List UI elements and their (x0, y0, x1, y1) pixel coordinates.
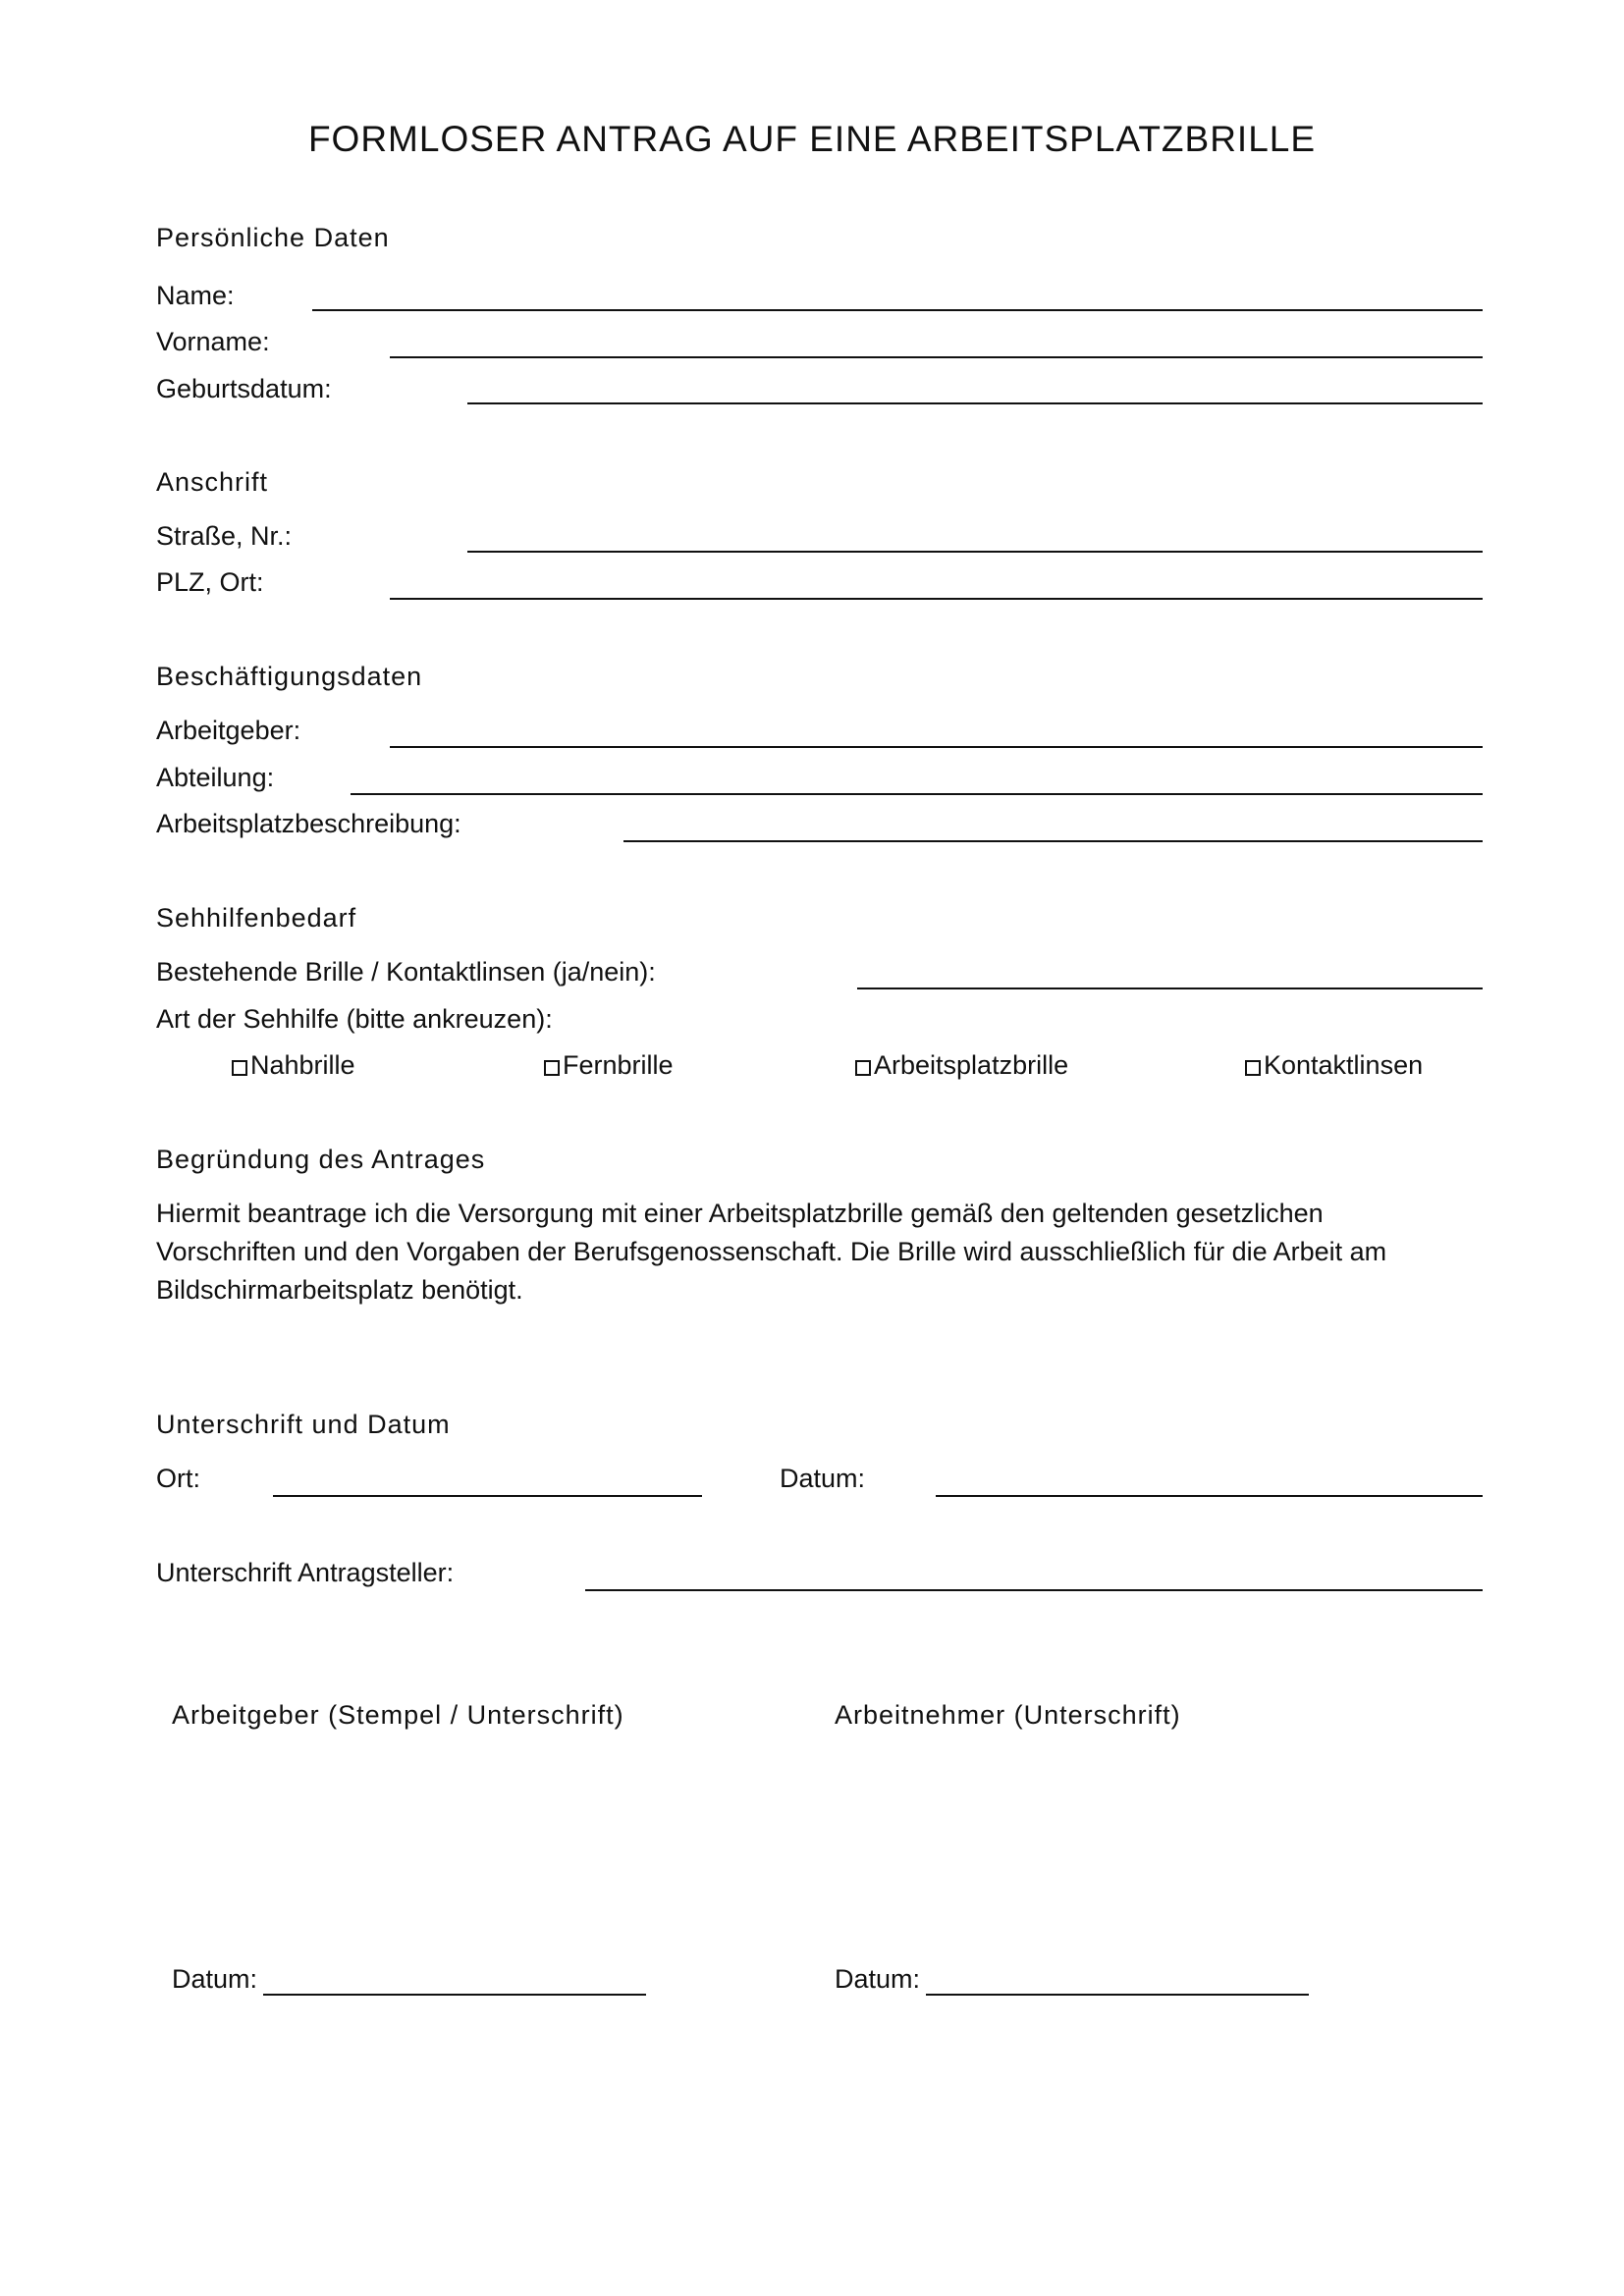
reason-line: Hiermit beantrage ich die Versorgung mit einer Arbeitsplatzbrille gemäß den geltenden gesetzlichen (156, 1199, 1324, 1228)
section-heading-employment: Beschäftigungsdaten (156, 662, 423, 691)
vorname-field[interactable] (390, 356, 1483, 358)
street-label: Straße, Nr.: (156, 521, 293, 551)
section-heading-vision: Sehhilfenbedarf (156, 903, 357, 933)
checkbox-box[interactable] (232, 1060, 247, 1076)
checkbox-kontaktlinsen[interactable] (1245, 1048, 1423, 1082)
vision-type-label: Art der Sehhilfe (bitte ankreuzen): (156, 1004, 553, 1034)
vorname-label: Vorname: (156, 327, 270, 356)
checkbox-box[interactable] (1245, 1060, 1261, 1076)
employer-label: Arbeitgeber: (156, 716, 301, 745)
applicant-signature-field[interactable] (585, 1589, 1483, 1591)
employer-date-label: Datum: (172, 1964, 258, 1994)
employee-date-row (835, 1962, 1309, 1996)
geburtsdatum-label: Geburtsdatum: (156, 374, 332, 403)
checkbox-box[interactable] (544, 1060, 560, 1076)
employer-date-row (172, 1962, 646, 1996)
city-label: PLZ, Ort: (156, 567, 264, 597)
place-label: Ort: (156, 1464, 200, 1493)
geburtsdatum-field[interactable] (467, 402, 1483, 404)
existing-glasses-label: Bestehende Brille / Kontaktlinsen (ja/nein): (156, 957, 656, 987)
applicant-signature-label: Unterschrift Antragsteller: (156, 1558, 455, 1587)
department-label: Abteilung: (156, 763, 275, 792)
checkbox-label: Kontaktlinsen (1264, 1050, 1424, 1080)
street-field[interactable] (467, 551, 1483, 553)
employer-stamp-label: Arbeitgeber (Stempel / Unterschrift) (172, 1700, 624, 1730)
checkbox-box[interactable] (855, 1060, 871, 1076)
section-heading-personal: Persönliche Daten (156, 223, 390, 252)
workplace-field[interactable] (623, 840, 1483, 842)
checkbox-label: Nahbrille (250, 1050, 355, 1080)
employer-field[interactable] (390, 746, 1483, 748)
checkbox-fernbrille[interactable] (544, 1048, 674, 1082)
department-field[interactable] (351, 793, 1483, 795)
page-title: FORMLOSER ANTRAG AUF EINE ARBEITSPLATZBRILLE (307, 119, 1317, 159)
date-field[interactable] (936, 1495, 1483, 1497)
existing-glasses-field[interactable] (857, 988, 1483, 989)
checkbox-label: Fernbrille (563, 1050, 674, 1080)
checkbox-nahbrille[interactable] (232, 1048, 355, 1082)
section-heading-address: Anschrift (156, 467, 269, 497)
name-label: Name: (156, 281, 235, 310)
reason-paragraph (156, 1195, 1491, 1309)
city-field[interactable] (390, 598, 1483, 600)
name-field[interactable] (312, 309, 1483, 311)
place-field[interactable] (273, 1495, 702, 1497)
section-heading-signature: Unterschrift und Datum (156, 1410, 451, 1439)
employee-date-label: Datum: (835, 1964, 921, 1994)
checkbox-arbeitsplatzbrille[interactable] (855, 1048, 1068, 1082)
reason-line: Vorschriften und den Vorgaben der Berufsgenossenschaft. Die Brille wird ausschließlich für die Arbeit am (156, 1237, 1387, 1266)
workplace-label: Arbeitsplatzbeschreibung: (156, 809, 461, 838)
date-label: Datum: (780, 1464, 866, 1493)
reason-line: Bildschirmarbeitsplatz benötigt. (156, 1275, 523, 1305)
employee-date-field[interactable] (926, 1966, 1309, 1996)
checkbox-label: Arbeitsplatzbrille (874, 1050, 1069, 1080)
section-heading-reason: Begründung des Antrages (156, 1145, 486, 1174)
employee-signature-label: Arbeitnehmer (Unterschrift) (835, 1700, 1181, 1730)
employer-date-field[interactable] (263, 1966, 646, 1996)
